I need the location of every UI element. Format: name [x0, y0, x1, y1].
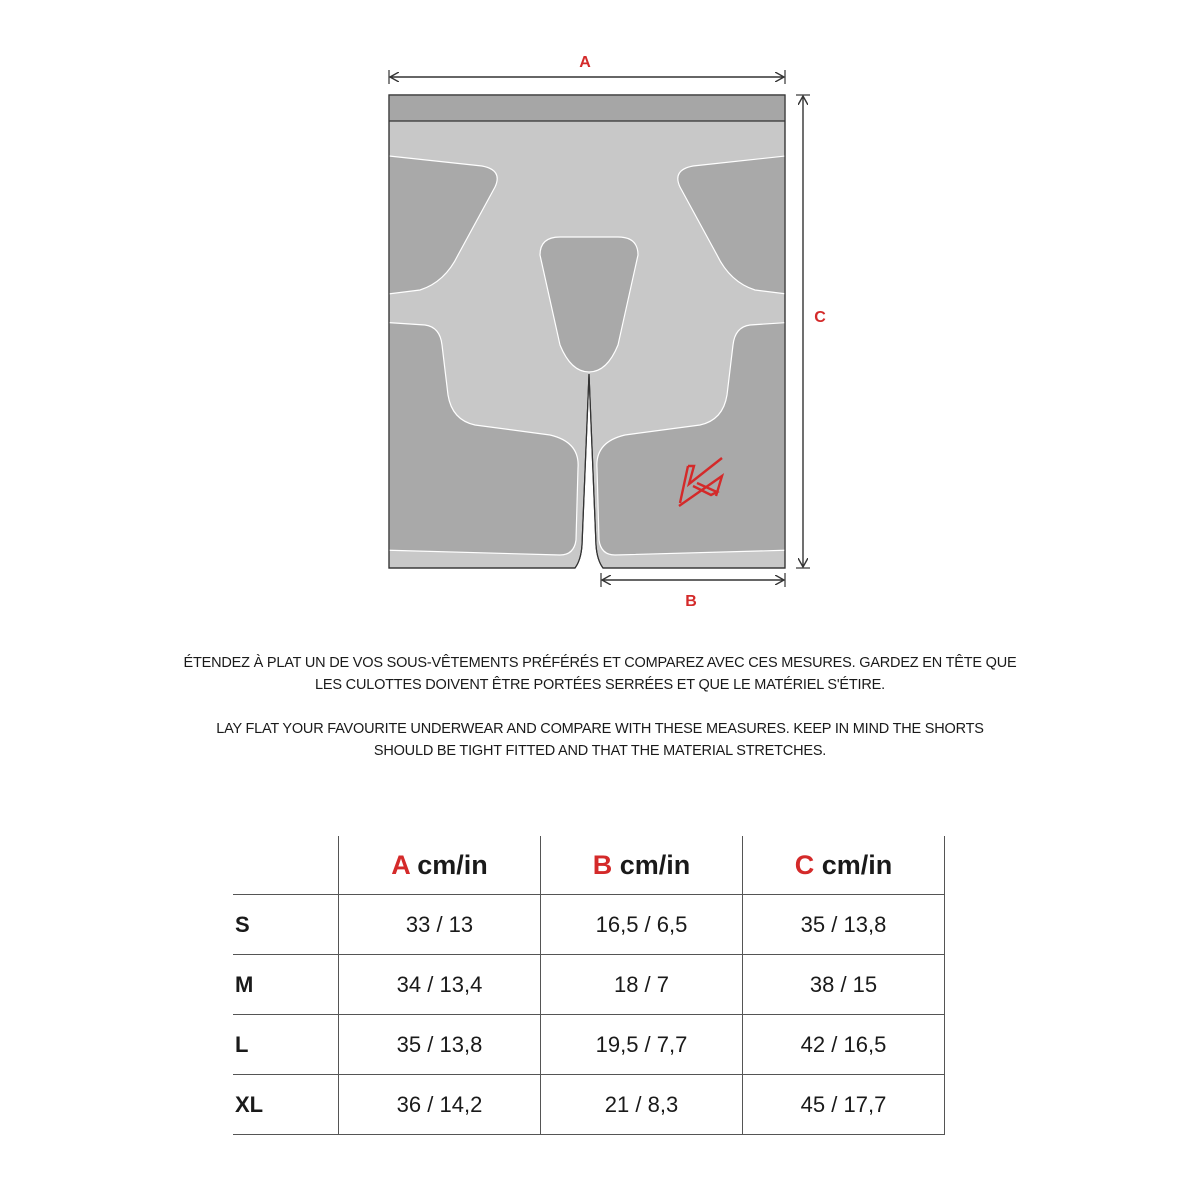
measure-a-cell: 35 / 13,8	[339, 1015, 541, 1075]
instructions-english	[150, 718, 1050, 762]
instructions-english-line-2: SHOULD BE TIGHT FITTED AND THAT THE MATERIAL STRETCHES.	[373, 743, 827, 759]
dimension-c	[796, 95, 826, 568]
dimension-b-label: B	[685, 593, 697, 610]
measure-a-cell: 34 / 13,4	[339, 955, 541, 1015]
column-header-c	[743, 836, 945, 895]
column-header-a	[339, 836, 541, 895]
measure-c-cell: 35 / 13,8	[743, 895, 945, 955]
table-row	[233, 1015, 945, 1075]
size-label: L	[233, 1015, 339, 1075]
column-header-c-unit: cm/in	[821, 849, 893, 880]
measure-c-cell: 38 / 15	[743, 955, 945, 1015]
table-row	[233, 895, 945, 955]
dimension-c-label: C	[814, 309, 826, 326]
measure-c-cell: 45 / 17,7	[743, 1075, 945, 1135]
column-header-b-letter: B	[592, 849, 613, 880]
table-corner-cell	[233, 836, 339, 895]
table-row	[233, 1075, 945, 1135]
column-header-c-letter: C	[794, 849, 815, 880]
table-row	[233, 955, 945, 1015]
measure-b-cell: 21 / 8,3	[541, 1075, 743, 1135]
dimension-a-label: A	[579, 54, 591, 71]
measure-a-cell: 36 / 14,2	[339, 1075, 541, 1135]
size-chart-table	[233, 836, 945, 1135]
instructions-french-line-1: ÉTENDEZ À PLAT UN DE VOS SOUS-VÊTEMENTS PRÉFÉRÉS ET COMPAREZ AVEC CES MESURES. GARDEZ EN TÊTE QUE	[183, 655, 1017, 671]
column-header-a-letter: A	[391, 849, 410, 880]
size-label: S	[233, 895, 339, 955]
column-header-b	[541, 836, 743, 895]
dimension-b	[601, 573, 785, 610]
size-label: XL	[233, 1075, 339, 1135]
column-header-b-unit: cm/in	[619, 849, 691, 880]
waistband	[389, 95, 785, 121]
table-header-row	[233, 836, 945, 895]
dimension-a	[389, 54, 785, 84]
instructions-english-line-1: LAY FLAT YOUR FAVOURITE UNDERWEAR AND COMPARE WITH THESE MEASURES. KEEP IN MIND THE SHORTS	[216, 721, 984, 737]
measure-c-cell: 42 / 16,5	[743, 1015, 945, 1075]
measure-b-cell: 16,5 / 6,5	[541, 895, 743, 955]
size-label: M	[233, 955, 339, 1015]
measure-b-cell: 19,5 / 7,7	[541, 1015, 743, 1075]
instructions-french-line-2: LES CULOTTES DOIVENT ÊTRE PORTÉES SERRÉES ET QUE LE MATÉRIEL S'ÉTIRE.	[315, 677, 885, 693]
measure-b-cell: 18 / 7	[541, 955, 743, 1015]
instructions-french	[150, 652, 1050, 696]
measure-a-cell: 33 / 13	[339, 895, 541, 955]
column-header-a-unit: cm/in	[417, 849, 488, 880]
